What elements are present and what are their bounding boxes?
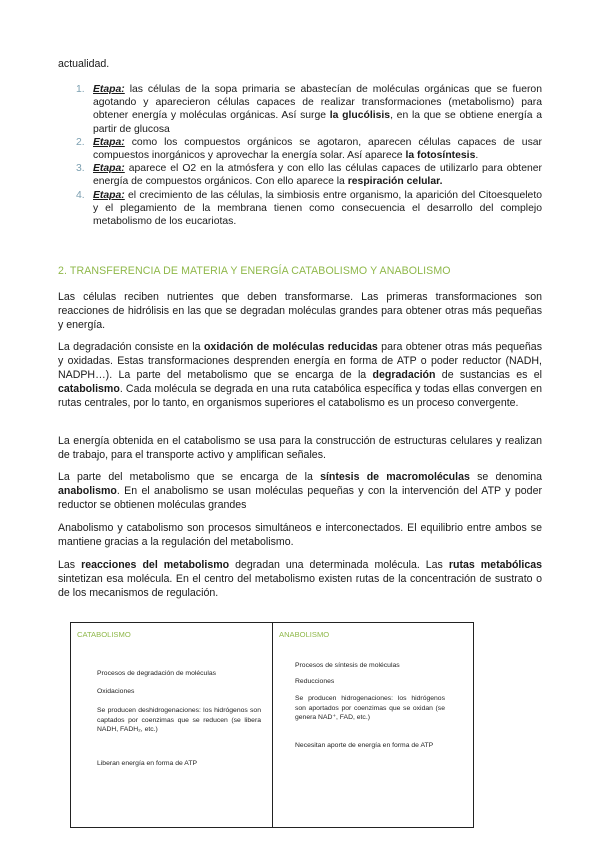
bold-term: catabolismo (58, 383, 120, 395)
text: sintetizan esa molécula. En el centro del metabolismo existen rutas de la concentración de sustrato o de los mecanismos de regulación. (58, 573, 542, 599)
stage-highlight: la fotosíntesis (405, 150, 476, 162)
list-item (76, 83, 542, 136)
stage-label: Etapa: (93, 163, 125, 175)
anabolism-column (273, 623, 473, 827)
text: para obtener otras más pequeñas y oxidadas. Estas transformaciones desprenden energía en forma de ATP o poder reductor (NADH, NADPH…). La parte del metabolismo que se encarga de la (58, 341, 542, 381)
bold-term: rutas metabólicas (448, 559, 542, 571)
bold-term: anabolismo (58, 485, 117, 497)
catabolism-item: Oxidaciones (97, 688, 135, 695)
text: de sustancias es el (435, 369, 542, 381)
paragraph-degradation (58, 340, 542, 410)
paragraph-energy: La energía obtenida en el catabolismo se usa para la construcción de estructuras celulares y realizan de trabajo, para el transporte activo y amplifican señales. (58, 435, 542, 461)
section-heading: 2. TRANSFERENCIA DE MATERIA Y ENERGÍA CATABOLISMO Y ANABOLISMO (58, 265, 451, 277)
list-number: 3. (76, 163, 85, 175)
stage-label: Etapa: (93, 189, 125, 201)
stage-text: aparece el O2 en la atmósfera y con ello las células capaces de utilizarlo para obtener energía de compuestos orgánicos. Con ello aparece la (93, 163, 542, 188)
catabolism-item: Liberan energía en forma de ATP (97, 760, 198, 767)
list-number: 4. (76, 189, 85, 201)
text: se denomina (469, 471, 542, 483)
bold-term: reacciones del metabolismo (81, 559, 230, 571)
comparison-table (70, 622, 474, 828)
anabolism-header: ANABOLISMO (279, 630, 330, 639)
catabolism-header: CATABOLISMO (77, 630, 131, 639)
list-number: 1. (76, 84, 85, 95)
paragraph-nutrients: Las células reciben nutrientes que deben transformarse. Las primeras transformaciones son reacciones de hidrólisis en las que se degradan moléculas grandes para obtener otras más pequeñas y energía. (58, 291, 542, 331)
text: La degradación consiste en la (58, 341, 204, 353)
bold-term: síntesis de macromoléculas (320, 471, 470, 483)
anabolism-item: Necesitan aporte de energía en forma de ATP (295, 742, 434, 749)
list-number: 2. (76, 136, 85, 148)
anabolism-item: Procesos de síntesis de moléculas (295, 662, 400, 669)
text: degradan una determinada molécula. Las (229, 559, 449, 571)
anabolism-item: Se producen hidrogenaciones: los hidrógenos son aportados por coenzimas que se oxidan (se genera NAD⁺, FAD, etc.) (295, 695, 445, 722)
catabolism-column (71, 623, 273, 827)
stage-text: las células de la sopa primaria se abastecían de moléculas orgánicas que se fueron agotando y aparecieron células capaces de realizar transformaciones (metabolismo) para obtener energía y moléculas orgánicas. Así surge (93, 84, 542, 122)
paragraph-balance: Anabolismo y catabolismo son procesos simultáneos e interconectados. El equilibrio entre ambos se mantiene gracias a la regulación del metabolismo. (58, 522, 542, 548)
stage-text-end: . (475, 150, 479, 162)
stage-label: Etapa: (93, 84, 125, 95)
stages-list (76, 83, 542, 228)
stage-label: Etapa: (93, 136, 125, 148)
catabolism-item: Procesos de degradación de moléculas (97, 670, 217, 677)
list-item (76, 136, 542, 162)
paragraph-anabolism (58, 470, 542, 512)
catabolism-item: Se producen deshidrogenaciones: los hidrógenos son captados por coenzimas que se reducen (se libera NADH, FADH₂, etc.) (97, 707, 261, 734)
text: La parte del metabolismo que se encarga de la (58, 471, 321, 483)
stage-highlight: la glucólisis (329, 110, 391, 122)
bold-term: oxidación de moléculas reducidas (203, 341, 378, 353)
list-item (76, 189, 542, 229)
text: . Cada molécula se degrada en una ruta catabólica específica y todas ellas convergen en rutas centrales, por lo tanto, en organismos superiores el catabolismo es un proceso convergente. (58, 383, 542, 409)
list-item (76, 162, 542, 188)
paragraph-reactions (58, 558, 542, 600)
stage-highlight: respiración celular. (347, 176, 443, 188)
stage-text: como los compuestos orgánicos se agotaron, aparecen células capaces de usar compuestos inorgánicos y aprovechar la energía solar. Así aparece (93, 136, 542, 162)
text: Las (58, 559, 82, 571)
bold-term: degradación (372, 369, 436, 381)
text: . En el anabolismo se usan moléculas pequeñas y con la intervención del ATP y poder reductor se obtienen moléculas grandes (58, 485, 542, 511)
stage-text-end: , en la que se obtiene energía a partir de glucosa (93, 110, 542, 135)
intro-text: actualidad. (58, 58, 110, 70)
stage-text: el crecimiento de las células, la simbiosis entre organismo, la aparición del Citoesqueleto y el plegamiento de la membrana tienen como consecuencia el desarrollo del complejo metabolismo de los eucariotas. (93, 189, 542, 228)
anabolism-item: Reducciones (295, 678, 335, 685)
